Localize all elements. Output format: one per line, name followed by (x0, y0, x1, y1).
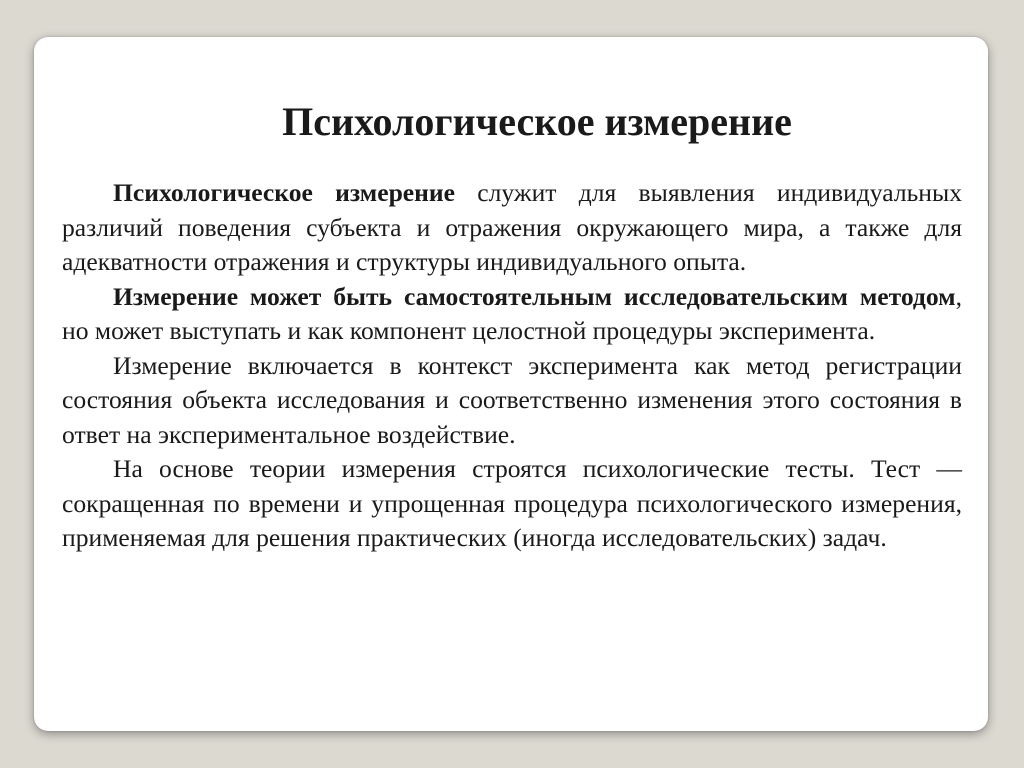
paragraph-4 (62, 452, 962, 556)
paragraph-3 (62, 349, 962, 453)
paragraph-2-bold: Измерение может быть самостоятельным исследовательским методом (113, 281, 956, 311)
slide-body (62, 176, 962, 556)
paragraph-2 (62, 280, 962, 349)
paragraph-1-bold: Психологическое измерение (113, 178, 456, 207)
paragraph-1 (62, 176, 962, 280)
paragraph-2-text: , но может выступать и как компонент целостной процедуры эксперимента. (62, 281, 962, 345)
paragraph-3-text: Измерение включается в контекст эксперимента как метод регистрации состояния объекта исследования и соответственно изменения этого состояния в ответ на экспериментальное воздействие. (62, 350, 962, 449)
paragraph-1-text: служит для выявления индивидуальных различий поведения субъекта и отражения окружающего мира, а также для адекватности отражения и структуры индивидуального опыта. (62, 178, 962, 276)
paragraph-4-text: На основе теории измерения строятся психологические тесты. Тест — сокращенная по времени и упрощенная процедура психологического измерения, применяемая для решения практических (иногда исследовательских) задач. (62, 454, 962, 552)
slide-title: Психологическое измерение (282, 99, 792, 144)
